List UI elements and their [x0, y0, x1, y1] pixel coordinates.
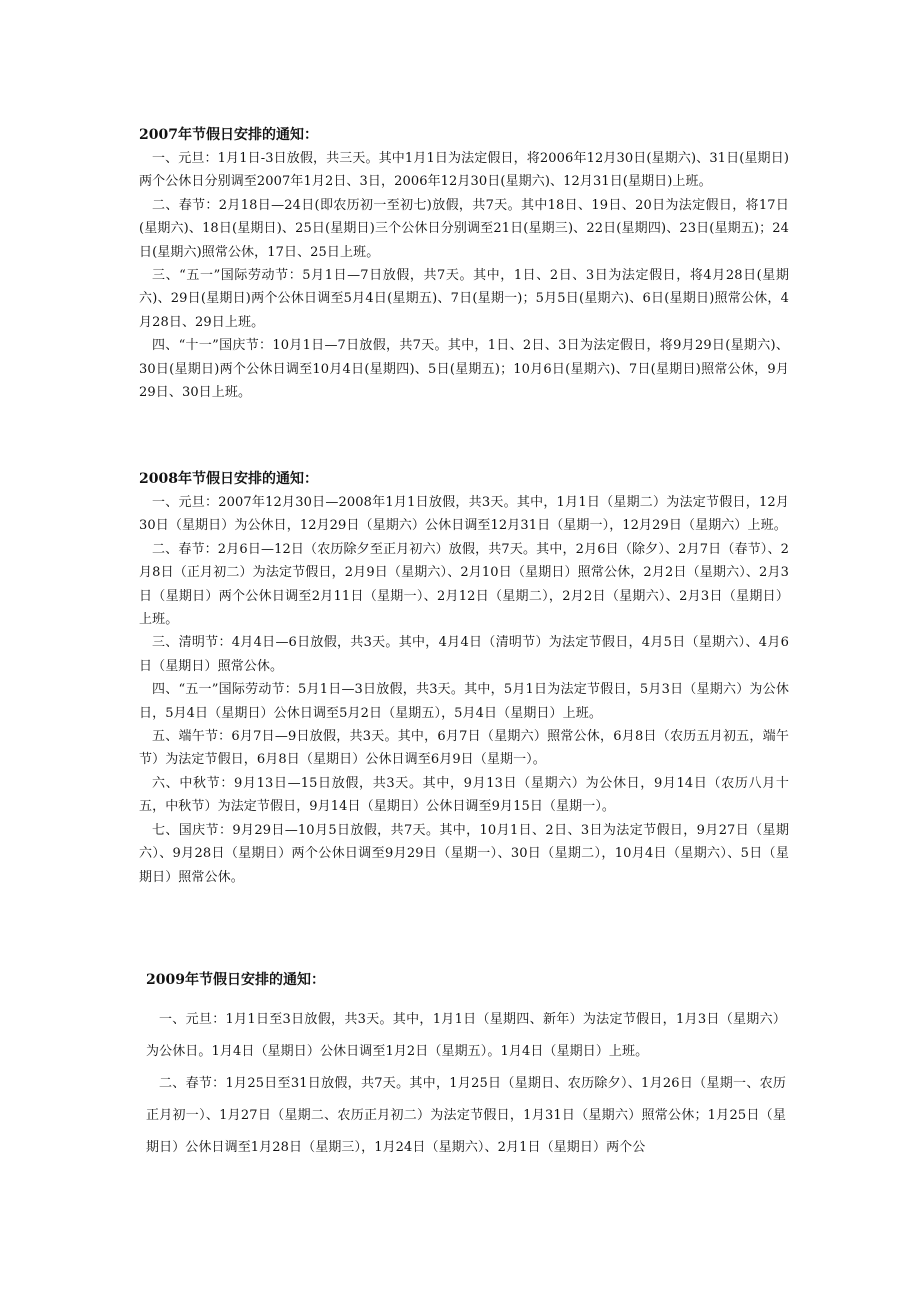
paragraph: 二、春节：2月6日—12日（农历除夕至正月初六）放假，共7天。其中，2月6日（除夕）、2月7日（春节）、2月8日（正月初二）为法定节假日，2月9日（星期六）、2月10日（星期日）照常公休，2月2日（星期六）、2月3日（星期日）两个公休日调至2月11日（星期一）、2月12日（星期二），2月2日（星期六）、2月3日（星期日）上班。: [139, 541, 789, 628]
paragraph: 二、春节：1月25日至31日放假，共7天。其中，1月25日（星期日、农历除夕）、1月26日（星期一、农历正月初一）、1月27日（星期二、农历正月初二）为法定节假日，1月31日（星期六）照常公休；1月25日（星期日）公休日调至1月28日（星期三），1月24日（星期六）、2月1日（星期日）两个公: [146, 1076, 786, 1155]
paragraph: 七、国庆节：9月29日—10月5日放假，共7天。其中，10月1日、2日、3日为法定节假日，9月27日（星期六）、9月28日（星期日）两个公休日调至9月29日（星期一）、30日（星期二），10月4日（星期六）、5日（星期日）照常公休。: [139, 822, 789, 885]
paragraph: 四、“五一”国际劳动节：5月1日—3日放假，共3天。其中，5月1日为法定节假日，5月3日（星期六）为公休日，5月4日（星期日）公休日调至5月2日（星期五），5月4日（星期日）上班。: [139, 682, 789, 721]
paragraph: 二、春节：2月18日—24日(即农历初一至初七)放假，共7天。其中18日、19日、20日为法定假日，将17日(星期六)、18日(星期日)、25日(星期日)三个公休日分别调至21日(星期三)、22日(星期四)、23日(星期五)；24日(星期六)照常公休，17日、25日上班。: [139, 197, 789, 260]
paragraph: 六、中秋节：9月13日—15日放假，共3天。其中，9月13日（星期六）为公休日，9月14日（农历八月十五，中秋节）为法定节假日，9月14日（星期日）公休日调至9月15日（星期一）。: [139, 775, 789, 815]
paragraph: 一、元旦：1月1日至3日放假，共3天。其中，1月1日（星期四、新年）为法定节假日，1月3日（星期六）为公休日。1月4日（星期日）公休日调至1月2日（星期五）。1月4日（星期日）上班。: [146, 1012, 786, 1059]
paragraph: 三、“五一”国际劳动节：5月1日—7日放假，共7天。其中，1日、2日、3日为法定假日，将4月28日(星期六)、29日(星期日)两个公休日调至5月4日(星期五)、7日(星期一)；5月5日(星期六)、6日(星期日)照常公休，4月28日、29日上班。: [139, 268, 789, 330]
paragraph: 一、元旦：2007年12月30日—2008年1月1日放假，共3天。其中，1月1日（星期二）为法定节假日，12月30日（星期日）为公休日，12月29日（星期六）公休日调至12月31日（星期一），12月29日（星期六）上班。: [139, 495, 789, 534]
paragraph: 四、“十一”国庆节：10月1日—7日放假，共7天。其中，1日、2日、3日为法定假日，将9月29日(星期六)、30日(星期日)两个公休日调至10月4日(星期四)、5日(星期五)；10月6日(星期六)、7日(星期日)照常公休，9月29日、30日上班。: [139, 338, 789, 401]
notice-2007: [139, 125, 789, 404]
notice-2008: [139, 469, 789, 889]
paragraph: 三、清明节：4月4日—6日放假，共3天。其中，4月4日（清明节）为法定节假日，4月5日（星期六）、4月6日（星期日）照常公休。: [139, 635, 789, 674]
section-title-2009: 2009年节假日安排的通知：: [146, 972, 325, 988]
notice-2009: [146, 970, 786, 1164]
paragraph: 一、元旦：1月1日-3日放假，共三天。其中1月1日为法定假日，将2006年12月30日(星期六)、31日(星期日)两个公休日分别调至2007年1月2日、3日，2006年12月30日(星期六)、12月31日(星期日)上班。: [139, 151, 789, 190]
section-title-2008: 2008年节假日安排的通知：: [139, 471, 318, 487]
section-title-2007: 2007年节假日安排的通知：: [139, 127, 318, 143]
paragraph: 五、端午节：6月7日—9日放假，共3天。其中，6月7日（星期六）照常公休，6月8日（农历五月初五，端午节）为法定节假日，6月8日（星期日）公休日调至6月9日（星期一）。: [139, 729, 789, 768]
